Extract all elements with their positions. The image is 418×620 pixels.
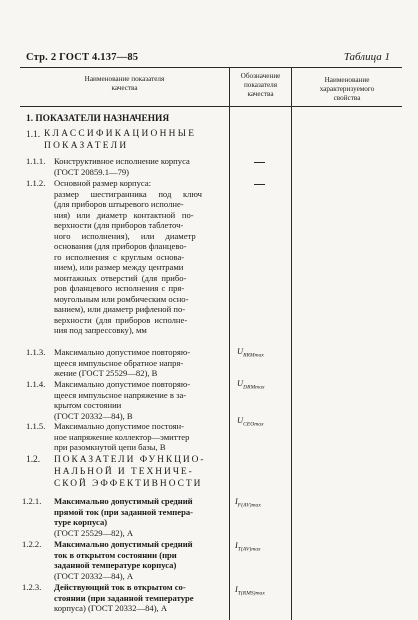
subsection-title-line: НАЛЬНОЙ И ТЕХНИЧЕ- [54, 467, 194, 477]
item-number: 1.1.2. [26, 178, 46, 188]
column-header-property: Наименование характеризуемого свойства [319, 76, 375, 102]
item-text-line: щееся импульсное напряжение в за- [54, 389, 187, 400]
symbol-dash [254, 184, 265, 185]
item-text-line: (для приборов штыревого исполне- [54, 199, 184, 209]
item-text-line: корпуса) (ГОСТ 20332—84), А [54, 603, 168, 613]
item-text-line: ванием), или диаметр рифленой по- [54, 304, 186, 314]
item-text-line: при разомкнутой цепи базы, В [54, 442, 166, 452]
column-header-symbol: Обозначение показателя качества [240, 72, 281, 98]
symbol-i-trms: $I_{T(RMS)max}$ [235, 585, 265, 597]
subsection-title-line: ПОКАЗАТЕЛИ [44, 141, 129, 151]
item-text-line: Максимально допустимое постоян- [54, 421, 185, 431]
column-divider-1 [229, 67, 230, 620]
item-text-line: (ГОСТ 20859.1—79) [54, 167, 130, 177]
item-text-line: жение (ГОСТ 25529—82), В [54, 368, 158, 378]
subsection-title-line: КЛАССИФИКАЦИОННЫЕ [44, 129, 197, 139]
symbol-dash [254, 162, 265, 163]
item-text-line: ток в открытом состоянии (при [54, 549, 177, 560]
item-text-line: Максимально допустимый средний [54, 539, 193, 549]
item-number: 1.1.3. [26, 347, 46, 357]
item-text-line: Действующий ток в открытом со- [54, 582, 186, 592]
item-number: 1.2.3. [22, 582, 42, 592]
item-text-line: стоянии (при заданной температуре [54, 592, 194, 603]
item-text-line: ров фланцевого исполнения с пря- [54, 283, 185, 293]
table-top-rule [20, 67, 402, 68]
item-number: 1.2.1. [22, 496, 42, 506]
subsection-title-line: ПОКАЗАТЕЛИ ФУНКЦИО- [54, 455, 206, 465]
column-divider-2 [291, 67, 292, 620]
symbol-u-ceo: $U_{CEOmax}$ [237, 416, 264, 428]
item-text-line: нием), или размер между центрами [54, 262, 184, 272]
table-header-rule [20, 106, 402, 107]
symbol-i-fav: $I_{F(AV)max}$ [235, 497, 261, 509]
item-text-line: размер шестигранника под ключ [54, 188, 202, 199]
table-caption: Таблица 1 [343, 51, 390, 63]
section-title: 1. ПОКАЗАТЕЛИ НАЗНАЧЕНИЯ [26, 114, 170, 124]
item-text-line: основания (для приборов фланцево- [54, 241, 187, 251]
symbol-u-drm: $U_{DRMmax}$ [237, 379, 265, 391]
item-text-line: Конструктивное исполнение корпуса [54, 156, 190, 166]
item-text-line: ного исполнения), или диаметр [54, 230, 196, 241]
item-text-line: Максимально допустимое повторяю- [54, 379, 191, 389]
item-text-line: прямой ток (при заданной темпера- [54, 506, 194, 517]
subsection-title-line: СКОЙ ЭФФЕКТИВНОСТИ [54, 479, 203, 489]
item-text-line: Максимально допустимое повторяю- [54, 347, 191, 357]
item-text-line: туре корпуса) [54, 517, 108, 527]
item-text-line: (ГОСТ 20332—84), А [54, 570, 134, 581]
symbol-u-rrm: $U_{RRMmax}$ [237, 347, 264, 359]
item-text-line: ное напряжение коллектор—эмиттер [54, 431, 190, 442]
item-text-line: верхности (для приборов таблеточ- [54, 220, 184, 230]
item-text-line: монтажных отверстий (для прибо- [54, 272, 187, 283]
item-text-line: крытом состоянии [54, 400, 122, 410]
item-text-line: Основной размер корпуса: [54, 178, 152, 188]
item-number: 1.1.1. [26, 156, 46, 166]
subsection-number: 1.2. [26, 455, 41, 465]
item-text-line: (ГОСТ 20332—84), В [54, 410, 133, 421]
item-number: 1.1.4. [26, 379, 46, 389]
item-text-line: верхности (для приборов исполне- [54, 314, 188, 325]
item-text-line: заданной температуре корпуса) [54, 560, 177, 570]
item-text-line: ния) или диаметр контактной по- [54, 209, 194, 220]
item-text-line: (ГОСТ 25529—82), А [54, 527, 134, 538]
symbol-i-tav: $I_{T(AV)max}$ [235, 541, 261, 553]
item-text-line: щееся импульсное обратное напря- [54, 357, 184, 368]
item-number: 1.2.2. [22, 539, 42, 549]
item-text-line: го исполнения с круглым основа- [54, 251, 185, 262]
item-text-line: Максимально допустимый средний [54, 496, 193, 506]
item-text-line: ния под запрессовку), мм [54, 325, 147, 335]
subsection-number: 1.1. [26, 130, 41, 140]
page-header: Стр. 2 ГОСТ 4.137—85 [26, 52, 139, 63]
column-header-name: Наименование показателя качества [84, 75, 165, 92]
item-text-line: моугольным или ромбическим осно- [54, 293, 189, 304]
item-number: 1.1.5. [26, 421, 46, 431]
